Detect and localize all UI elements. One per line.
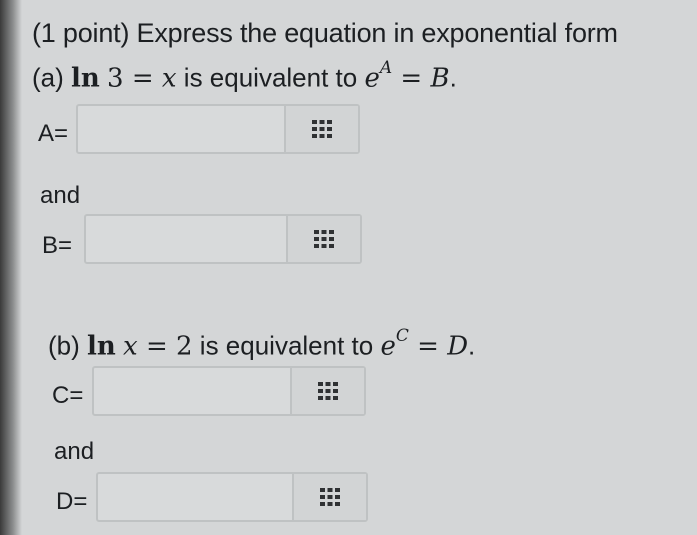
part-a-period: . [449,62,457,93]
field-b-input[interactable] [86,216,290,262]
part-a-prefix: (a) [32,62,71,93]
and-text-2: and [54,438,95,465]
equation-editor-icon [319,487,341,507]
part-a-lhs-arg: 3 [107,63,124,94]
field-c-input[interactable] [94,368,294,414]
part-b-equals: = [137,331,177,362]
field-d-keypad-button[interactable] [292,474,366,520]
field-c-label: C= [52,382,84,409]
field-a-box [76,104,360,154]
field-c-box [92,366,366,416]
left-edge-shadow [0,0,22,535]
field-c-keypad-button[interactable] [290,368,364,414]
part-b-connector: is equivalent to [192,330,381,361]
field-a-input[interactable] [78,106,288,152]
part-b-period: . [468,330,476,361]
part-a-base: e [364,63,380,94]
equation-editor-icon [317,381,339,401]
field-d-input[interactable] [98,474,296,520]
and-text-1: and [40,182,81,209]
part-b-rhs: 2 [176,331,193,362]
field-b-box [84,214,362,264]
field-a-keypad-button[interactable] [284,106,358,152]
part-b-prefix: (b) [48,330,87,361]
part-a-ln: ln [71,63,100,94]
part-a-result: B [430,63,450,94]
part-a-result-equals: = [392,63,431,94]
question-heading: (1 point) Express the equation in exponential form [32,18,618,48]
field-d-box [96,472,368,522]
part-b-ln: ln [87,331,116,362]
part-a-statement [32,58,457,94]
field-b-keypad-button[interactable] [286,216,360,262]
part-a-exponent: A [379,58,393,78]
part-b-statement [48,326,476,362]
field-b-label: B= [42,232,73,259]
equation-editor-icon [313,229,335,249]
part-b-result-equals: = [408,331,448,362]
part-a-equals: = [123,63,162,94]
equation-editor-icon [311,119,333,139]
part-a-rhs: x [161,63,177,94]
field-d-label: D= [56,488,88,515]
part-b-exponent: C [395,326,409,346]
field-a-label: A= [38,120,69,147]
part-a-connector: is equivalent to [176,62,365,93]
part-b-base: e [380,331,396,362]
part-b-lhs-arg: x [123,331,138,362]
part-b-result: D [447,331,469,362]
